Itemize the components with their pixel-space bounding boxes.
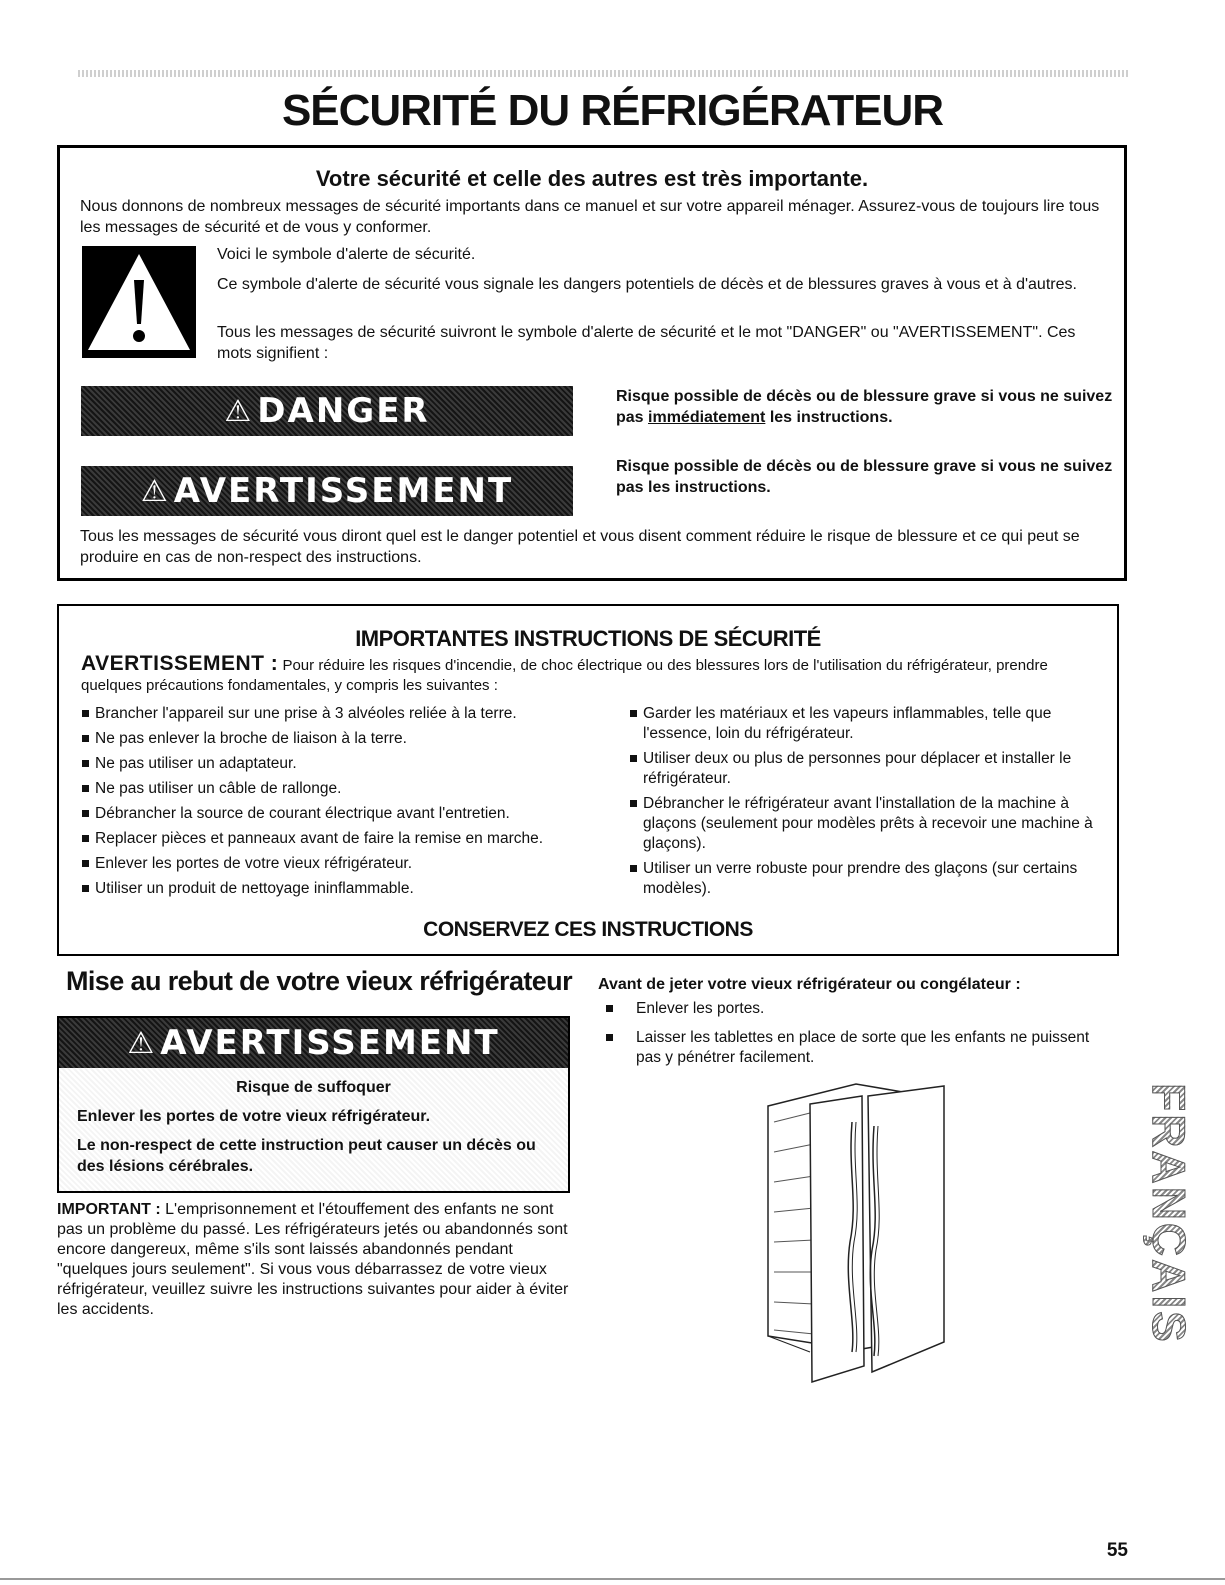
list-item: Débrancher le réfrigérateur avant l'installation de la machine à glaçons (seulement pour modèles prêts à recevoir une machine à glaçons). (629, 794, 1099, 854)
safety-heading: Votre sécurité et celle des autres est très importante. (315, 166, 869, 191)
top-divider (78, 70, 1128, 77)
safety-alert-icon (82, 246, 196, 358)
bottom-divider (0, 1578, 1225, 1580)
list-item: Replacer pièces et panneaux avant de faire la remise en marche. (81, 829, 641, 849)
list-item: Utiliser un verre robuste pour prendre des glaçons (sur certains modèles). (629, 859, 1099, 899)
before-disposal-title: Avant de jeter votre vieux réfrigérateur ou congélateur : (598, 976, 1021, 993)
page-title: SÉCURITÉ DU RÉFRIGÉRATEUR (281, 86, 944, 135)
safety-intro: Nous donnons de nombreux messages de sécurité importants dans ce manuel et sur votre appareil ménager. Assurez-vous de toujours lire tous les messages de sécurité et de vous y conformer. (80, 198, 1100, 236)
warning-consequence: Le non-respect de cette instruction peut causer un décès ou des lésions cérébrales. (77, 1137, 536, 1175)
before-disposal-list (600, 999, 1100, 1077)
warning-risk: Risque de suffoquer (236, 1079, 391, 1096)
warning-label: AVERTISSEMENT (160, 1023, 500, 1063)
list-item: Garder les matériaux et les vapeurs inflammables, telle que l'essence, loin du réfrigérateur. (629, 704, 1099, 744)
instructions-lead: AVERTISSEMENT : (81, 652, 279, 675)
danger-emphasis: immédiatement (648, 409, 766, 426)
list-item: Brancher l'appareil sur une prise à 3 alvéoles reliée à la terre. (81, 704, 641, 724)
warning-banner (81, 466, 573, 516)
alert-triangle-icon: ⚠ (140, 473, 170, 509)
important-paragraph: IMPORTANT : L'emprisonnement et l'étouffement des enfants ne sont pas un problème du passé. Les réfrigérateurs jetés ou abandonnés sont encore dangereux, même s'ils sont laissés abandonnés pendant "quelques jours seulement". Si vous vous débarrassez de votre vieux réfrigérateur, veuillez suivre les instructions suivantes pour aider à éviter les accidents. (57, 1201, 569, 1318)
list-item: Utiliser deux ou plus de personnes pour déplacer et installer le réfrigérateur. (629, 749, 1099, 789)
instructions-right-list (629, 704, 1099, 904)
symbol-line-3: Tous les messages de sécurité suivront le symbole d'alerte de sécurité et le mot "DANGER" ou "AVERTISSEMENT". Ces mots signifient : (217, 324, 1076, 362)
disposal-title: Mise au rebut de votre vieux réfrigérateur (66, 966, 572, 996)
instructions-intro: AVERTISSEMENT : Pour réduire les risques d'incendie, de choc électrique ou des blessures lors de l'utilisation du réfrigérateur, prendre quelques précautions fondamentales, y compris les suivantes : (81, 652, 1048, 694)
warning-banner (59, 1018, 568, 1068)
safety-message-box (57, 145, 1127, 581)
important-instructions-box (57, 604, 1119, 956)
symbol-line-2: Ce symbole d'alerte de sécurité vous signale les dangers potentiels de décès et de blessures graves à vous et à d'autres. (217, 276, 1077, 293)
warning-description: Risque possible de décès ou de blessure grave si vous ne suivez pas les instructions. (616, 458, 1113, 496)
warning-label: AVERTISSEMENT (173, 471, 514, 511)
symbol-line-1: Voici le symbole d'alerte de sécurité. (217, 246, 476, 263)
important-label: IMPORTANT : (57, 1201, 161, 1218)
danger-banner (81, 386, 573, 436)
alert-triangle-icon: ⚠ (127, 1025, 157, 1061)
alert-triangle-icon: ⚠ (224, 393, 254, 429)
list-item: Enlever les portes de votre vieux réfrigérateur. (81, 854, 641, 874)
list-item: Utiliser un produit de nettoyage ininflammable. (81, 879, 641, 899)
instructions-left-list (81, 704, 641, 904)
language-side-tab (1139, 1076, 1199, 1352)
instructions-title: IMPORTANTES INSTRUCTIONS DE SÉCURITÉ (355, 626, 821, 651)
refrigerator-illustration (760, 1082, 954, 1388)
danger-description: Risque possible de décès ou de blessure grave si vous ne suivez pas immédiatement les instructions. (616, 388, 1113, 426)
safety-outro: Tous les messages de sécurité vous diront quel est le danger potentiel et vous disent comment réduire le risque de blessure et ce qui peut se produire en cas de non-respect des instructions. (80, 528, 1080, 566)
list-item: Enlever les portes. (600, 999, 1100, 1019)
language-tab-label: FRANÇAIS (1143, 1083, 1195, 1345)
instructions-footer: CONSERVEZ CES INSTRUCTIONS (423, 918, 753, 941)
disposal-warning-box (57, 1016, 570, 1193)
list-item: Laisser les tablettes en place de sorte que les enfants ne puissent pas y pénétrer facilement. (600, 1028, 1100, 1068)
list-item: Débrancher la source de courant électrique avant l'entretien. (81, 804, 641, 824)
list-item: Ne pas utiliser un câble de rallonge. (81, 779, 641, 799)
list-item: Ne pas utiliser un adaptateur. (81, 754, 641, 774)
page-number: 55 (1106, 1540, 1128, 1561)
warning-instruction: Enlever les portes de votre vieux réfrigérateur. (77, 1108, 431, 1125)
danger-label: DANGER (257, 391, 430, 431)
list-item: Ne pas enlever la broche de liaison à la terre. (81, 729, 641, 749)
